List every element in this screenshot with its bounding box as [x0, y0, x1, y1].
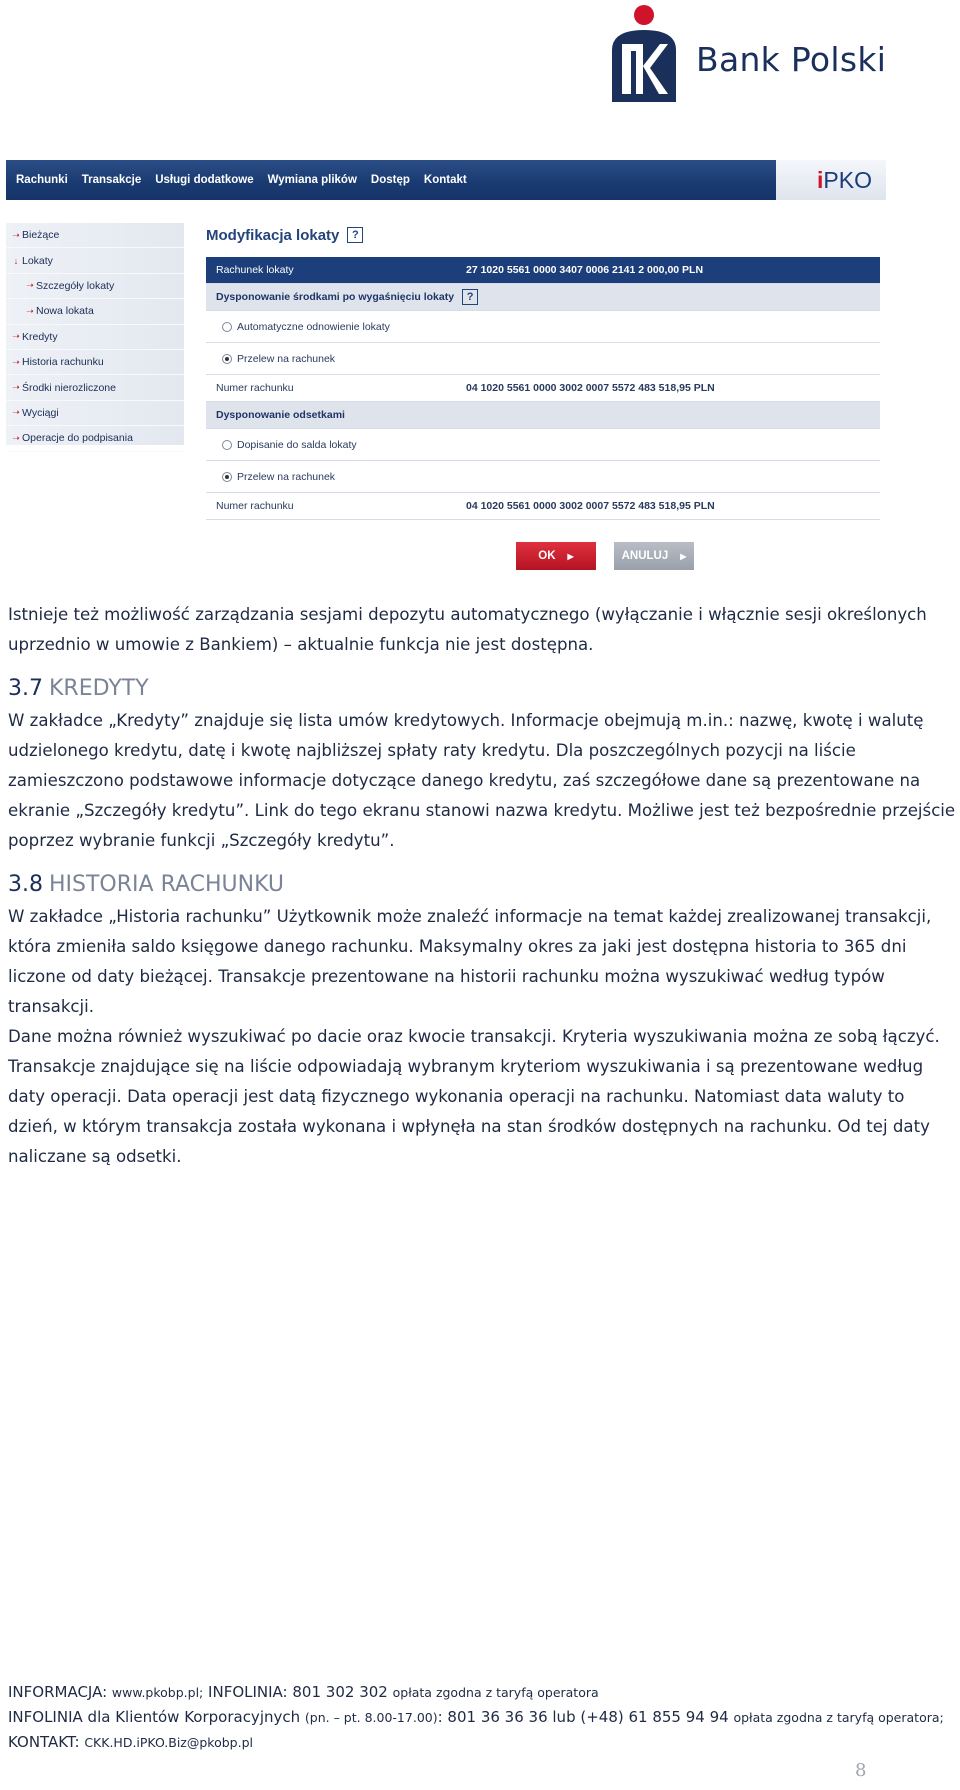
sidebar-item-wyciagi[interactable]: ➝ Wyciągi: [6, 401, 184, 426]
sidebar-item-biezace[interactable]: ➝ Bieżące: [6, 223, 184, 248]
sidebar-item-lokaty[interactable]: ↓ Lokaty: [6, 248, 184, 273]
sidebar-item-historia-rachunku[interactable]: ➝ Historia rachunku: [6, 350, 184, 375]
paragraph-historia-2: Dane można również wyszukiwać po dacie oraz kwocie transakcji. Kryteria wyszukiwania można ze sobą łączyć. Transakcje znajdujące się na liście odpowiadają wybranym kryteriom wyszukiwania i są prezentowane według daty operacji. Data operacji jest datą fizycznego wykonania operacji na rachunku. Natomiast data waluty to dzień, w którym transakcja została wykonana i wpłynęła na stan środków dostępnych na rachunku. Od tej daty naliczane są odsetki.: [8, 1027, 940, 1166]
option-automatyczne-odnowienie[interactable]: Automatyczne odnowienie lokaty: [206, 311, 880, 343]
arrow-right-icon: ➝: [26, 305, 34, 316]
arrow-down-icon: ↓: [13, 255, 19, 266]
top-navigation: [6, 160, 886, 200]
paragraph-kredyty: W zakładce „Kredyty” znajduje się lista umów kredytowych. Informacje obejmują m.in.: nazwę, kwotę i walutę udzielonego kredytu, datę i kwotę najbliższej spłaty raty kredytu. Dla poszczególnych pozycji na liście zamieszczono podstawowe informacje dotyczące danego kredytu, zaś szczegółowe dane są prezentowane na ekranie „Szczegóły kredytu”. Link do tego ekranu stanowi nazwa kredytu. Możliwe jest też bezpośrednie przejście poprzez wybranie funkcji „Szczegóły kredytu”.: [8, 711, 956, 850]
sidebar-item-srodki-nierozliczone[interactable]: ➝ Środki nierozliczone: [6, 375, 184, 400]
footer: [8, 1680, 956, 1755]
ok-button[interactable]: OK ▶: [516, 542, 596, 570]
help-icon[interactable]: ?: [462, 289, 478, 305]
nav-uslugi-dodatkowe[interactable]: Usługi dodatkowe: [155, 174, 254, 186]
footer-contact-email[interactable]: CKK.HD.iPKO.Biz@pkobp.pl: [84, 1735, 253, 1750]
row-rachunek-lokaty: Rachunek lokaty 27 1020 5561 0000 3407 0006 2141 2 000,00 PLN: [206, 257, 880, 284]
arrow-right-icon: ➝: [12, 331, 20, 342]
ipko-logo: iPKO: [817, 167, 872, 193]
section-heading-kredyty: 3.7 KREDYTY: [8, 676, 149, 701]
sidebar-item-kredyty[interactable]: ➝ Kredyty: [6, 325, 184, 350]
ipko-brand-area: [776, 160, 886, 200]
nav-transakcje[interactable]: Transakcje: [81, 174, 142, 186]
section-dysponowanie-odsetkami: Dysponowanie odsetkami: [206, 402, 880, 429]
section-dysponowanie-srodkami: Dysponowanie środkami po wygaśnięciu lokaty ?: [206, 284, 880, 311]
bank-logo: [608, 4, 888, 104]
pko-logo-icon: [608, 4, 680, 104]
footer-website-link[interactable]: www.pkobp.pl;: [111, 1685, 204, 1700]
arrow-right-icon: ➝: [12, 432, 20, 443]
row-numer-rachunku: Numer rachunku 04 1020 5561 0000 3002 0007 5572 483 518,95 PLN: [206, 375, 880, 402]
sidebar-item-operacje-do-podpisania[interactable]: ➝ Operacje do podpisania: [6, 426, 184, 451]
ipko-screenshot: [6, 160, 886, 580]
option-dopisanie-do-salda[interactable]: Dopisanie do salda lokaty: [206, 429, 880, 461]
sidebar-item-nowa-lokata[interactable]: ➝ Nowa lokata: [6, 299, 184, 324]
arrow-right-icon: ➝: [12, 229, 20, 240]
document-body: [8, 600, 956, 1172]
logo-text: Bank Polski: [696, 40, 887, 79]
radio-icon[interactable]: [222, 440, 232, 450]
form-buttons: [516, 542, 694, 570]
footer-line-2: INFOLINIA dla Klientów Korporacyjnych (pn. – pt. 8.00-17.00): 801 36 36 36 lub (+48) 61 855 94 94 opłata zgodna z taryfą operatora; KONTAKT: CKK.HD.iPKO.Biz@pkobp.pl: [8, 1708, 944, 1751]
caret-right-icon: ▶: [680, 551, 687, 561]
option-przelew-na-rachunek-odsetki[interactable]: Przelew na rachunek: [206, 461, 880, 493]
radio-icon[interactable]: [222, 322, 232, 332]
sidebar-item-szczegoly-lokaty[interactable]: ➝ Szczegóły lokaty: [6, 274, 184, 299]
paragraph-historia-1: W zakładce „Historia rachunku” Użytkownik może znaleźć informacje na temat każdej zrealizowanej transakcji, która zmieniła saldo księgowe danego rachunku. Maksymalny okres za jaki jest dostępna historia to 365 dni liczone od daty bieżącej. Transakcje prezentowane na historii rachunku można wyszukiwać według typów transakcji.: [8, 907, 932, 1016]
help-icon[interactable]: ?: [347, 227, 363, 243]
caret-right-icon: ▶: [567, 551, 574, 561]
arrow-right-icon: ➝: [12, 382, 20, 393]
cancel-button[interactable]: ANULUJ ▶: [614, 542, 694, 570]
paragraph-sesje-depozytu: Istnieje też możliwość zarządzania sesjami depozytu automatycznego (wyłączanie i włącznie sesji określonych uprzednio w umowie z Bankiem) – aktualnie funkcja nie jest dostępna.: [8, 605, 927, 654]
option-przelew-na-rachunek[interactable]: Przelew na rachunek: [206, 343, 880, 375]
page-number: 8: [855, 1760, 867, 1781]
section-heading-historia-rachunku: 3.8 HISTORIA RACHUNKU: [8, 872, 285, 897]
arrow-right-icon: ➝: [12, 356, 20, 367]
nav-dostep[interactable]: Dostęp: [370, 174, 410, 186]
nav-wymiana-plikow[interactable]: Wymiana plików: [267, 174, 357, 186]
main-panel: [206, 223, 880, 520]
row-numer-rachunku-odsetki: Numer rachunku 04 1020 5561 0000 3002 0007 5572 483 518,95 PLN: [206, 493, 880, 520]
footer-line-1: INFORMACJA: www.pkobp.pl; INFOLINIA: 801 302 302 opłata zgodna z taryfą operatora: [8, 1683, 599, 1701]
nav-kontakt[interactable]: Kontakt: [423, 174, 467, 186]
page-title: Modyfikacja lokaty ?: [206, 223, 880, 247]
radio-selected-icon[interactable]: [222, 354, 232, 364]
nav-rachunki[interactable]: Rachunki: [16, 174, 68, 186]
arrow-right-icon: ➝: [12, 407, 20, 418]
arrow-right-icon: ➝: [26, 280, 34, 291]
radio-selected-icon[interactable]: [222, 472, 232, 482]
sidebar: [6, 223, 184, 445]
